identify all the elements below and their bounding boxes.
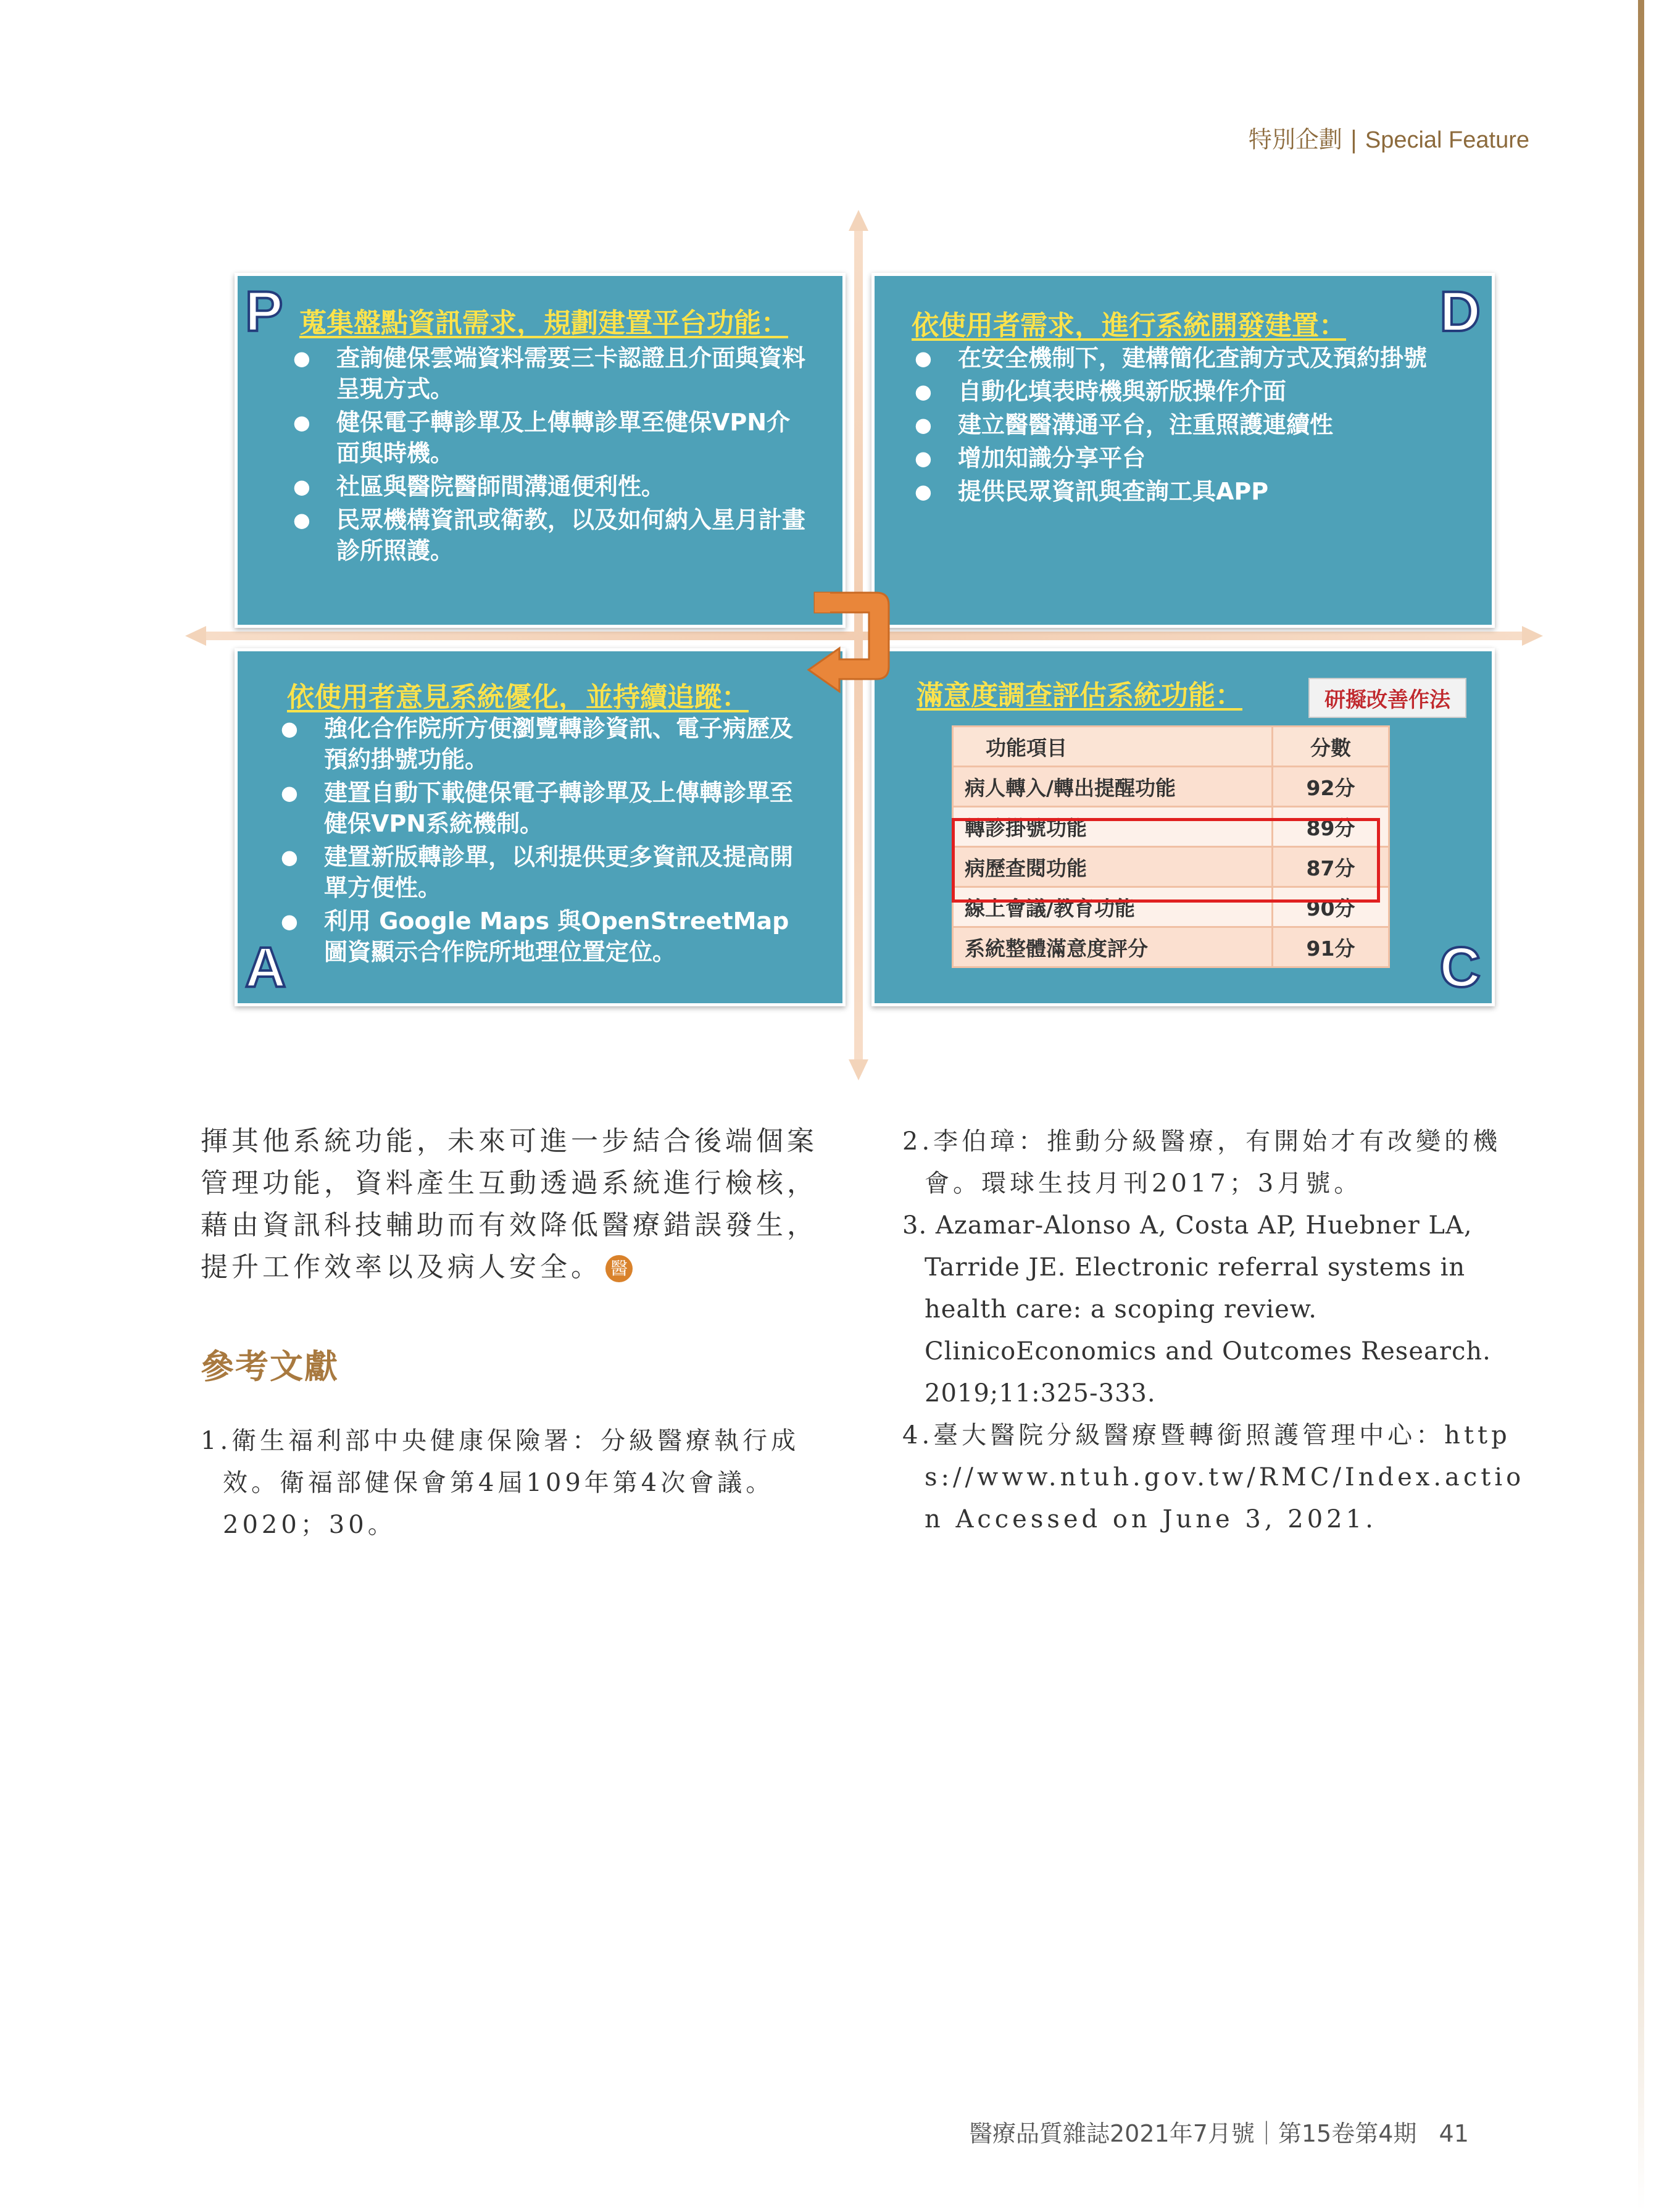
reference-item: 2.李伯璋：推動分級醫療，有開始才有改變的機會。環球生技月刊2017；3月號。 xyxy=(902,1127,1502,1198)
check-title: 滿意度調查評估系統功能： xyxy=(917,680,1242,711)
score-cell: 89分 xyxy=(1273,807,1389,847)
table-row xyxy=(953,927,1389,967)
score-cell: 92分 xyxy=(1273,767,1389,807)
page-number: 41 xyxy=(1439,2120,1469,2147)
page-footer xyxy=(969,2114,1469,2148)
score-cell: 91分 xyxy=(1273,927,1389,967)
do-item: ● 在安全機制下，建構簡化查詢方式及預約掛號 xyxy=(915,343,1433,374)
header-zh: 特別企劃 xyxy=(1248,126,1342,153)
body-paragraph-text: 揮其他系統功能，未來可進一步結合後端個案管理功能，資料產生互動透過系統進行檢核，藉由資訊科技輔助而有效降低醫療錯誤發生，提升工作效率以及病人安全。 xyxy=(201,1125,818,1283)
plan-title: 蒐集盤點資訊需求，規劃建置平台功能： xyxy=(299,307,788,339)
act-quadrant xyxy=(235,648,846,1006)
plan-item: ● 查詢健保雲端資料需要三卡認證且介面與資料呈現方式。 xyxy=(293,343,805,404)
left-column xyxy=(201,1121,833,1546)
plan-item: ● 健保電子轉診單及上傳轉診單至健保VPN介面與時機。 xyxy=(293,407,805,469)
reference-item: 1.衛生福利部中央健康保險署：分級醫療執行成效。衛福部健保會第4屆109年第4次會議。2020；30。 xyxy=(201,1427,800,1539)
footer-journal: 醫療品質雜誌2021年7月號｜第15卷第4期 xyxy=(969,2120,1417,2147)
table-row xyxy=(953,767,1389,807)
table-header-row xyxy=(953,727,1389,767)
do-item: ● 自動化填表時機與新版操作介面 xyxy=(915,376,1433,407)
act-item: ● 強化合作院所方便瀏覽轉診資訊、電子病歷及預約掛號功能。 xyxy=(281,713,805,775)
references-heading: 參考文獻 xyxy=(201,1347,339,1386)
reference-item: 3. Azamar-Alonso A, Costa AP, Huebner LA, Tarride JE. Electronic referral systems in health care: a scoping review. ClinicoEconomics and Outcomes Research. 2019;11:325-333. xyxy=(902,1211,1491,1408)
reference-item: 4.臺大醫院分級醫療暨轉銜照護管理中心：https://www.ntuh.gov.tw/RMC/Index.action Accessed on June 3, 2021. xyxy=(902,1421,1525,1534)
act-item: ● 建置新版轉診單，以利提供更多資訊及提高開單方便性。 xyxy=(281,841,805,903)
act-title: 依使用者意見系統優化，並持續追蹤： xyxy=(287,682,749,713)
function-cell: 線上會議/教育功能 xyxy=(953,887,1273,927)
plan-list xyxy=(293,343,805,569)
highlight-box xyxy=(952,818,1380,903)
do-letter: D xyxy=(1439,280,1481,343)
plan-letter: P xyxy=(245,280,283,343)
do-item: ● 增加知識分享平台 xyxy=(915,443,1433,474)
act-item: ● 利用 Google Maps 與OpenStreetMap圖資顯示合作院所地理位置定位。 xyxy=(281,906,805,967)
check-letter: C xyxy=(1439,936,1481,999)
column-header-score: 分數 xyxy=(1273,727,1389,767)
do-item: ● 建立醫醫溝通平台，注重照護連續性 xyxy=(915,409,1433,440)
do-quadrant xyxy=(871,273,1495,628)
column-header-item: 功能項目 xyxy=(953,727,1273,767)
plan-quadrant xyxy=(235,273,846,628)
do-list xyxy=(915,343,1433,509)
right-column xyxy=(902,1121,1532,1540)
header-sep: | xyxy=(1342,126,1365,153)
plan-item: ● 民眾機構資訊或衛教，以及如何納入星月計畫診所照護。 xyxy=(293,504,805,566)
section-header xyxy=(1249,120,1529,154)
function-cell: 病人轉入/轉出提醒功能 xyxy=(953,767,1273,807)
act-letter: A xyxy=(245,936,286,999)
end-mark-icon: 醫 xyxy=(605,1255,633,1282)
do-item: ● 提供民眾資訊與查詢工具APP xyxy=(915,476,1433,507)
function-cell: 系統整體滿意度評分 xyxy=(953,927,1273,967)
pdca-figure xyxy=(204,228,1524,1062)
improvement-badge: 研擬改善作法 xyxy=(1308,678,1466,718)
function-cell: 病歷查閱功能 xyxy=(953,847,1273,887)
plan-item: ● 社區與醫院醫師間溝通便利性。 xyxy=(293,471,805,502)
body-paragraph xyxy=(201,1121,833,1288)
do-title: 依使用者需求，進行系統開發建置： xyxy=(912,310,1346,341)
cycle-arrow-icon xyxy=(796,580,901,704)
page-edge-bar xyxy=(1638,0,1644,2212)
act-list xyxy=(281,713,805,970)
header-en: Special Feature xyxy=(1365,127,1529,153)
act-item: ● 建置自動下載健保電子轉診單及上傳轉診單至健保VPN系統機制。 xyxy=(281,777,805,839)
score-cell: 90分 xyxy=(1273,887,1389,927)
function-cell: 轉診掛號功能 xyxy=(953,807,1273,847)
score-cell: 87分 xyxy=(1273,847,1389,887)
